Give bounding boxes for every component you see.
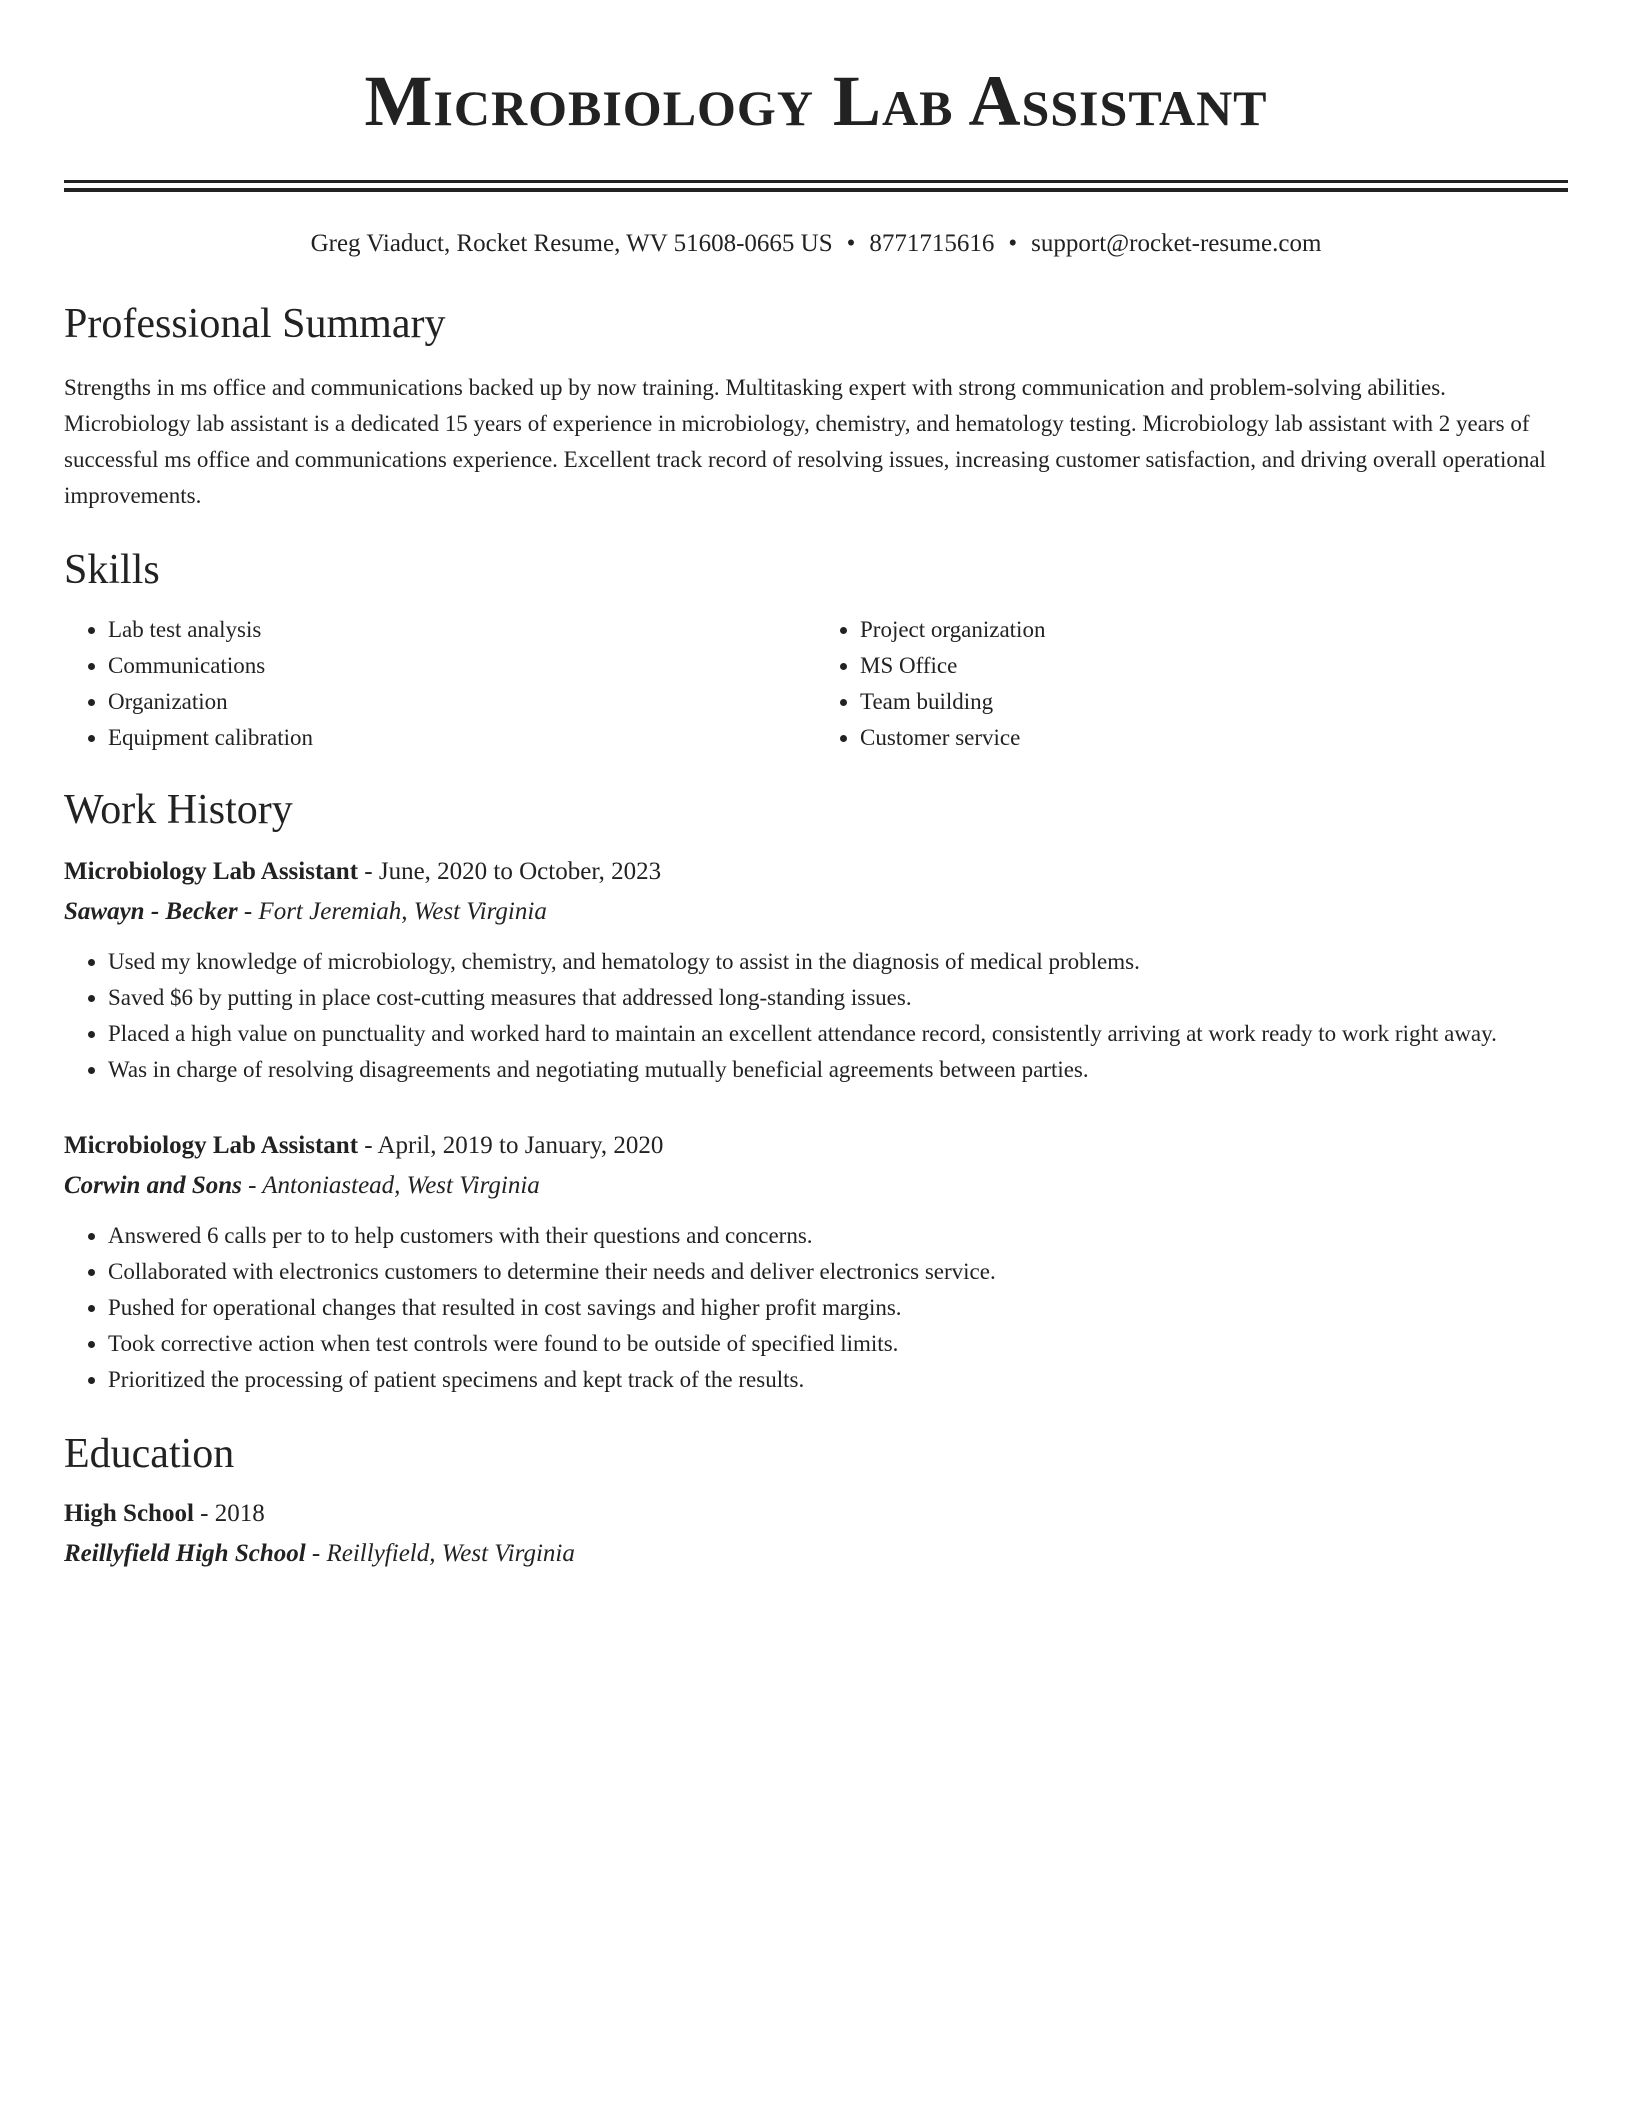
education-year: - 2018	[200, 1500, 265, 1527]
job-company-line	[64, 1166, 1568, 1206]
work-history-heading: Work History	[64, 787, 293, 833]
job-company: Sawayn - Becker	[64, 898, 238, 925]
job-title: Microbiology Lab Assistant	[64, 858, 359, 885]
contact-phone: 8771715616	[869, 230, 995, 257]
job-title-line	[64, 852, 1568, 892]
education-school-line	[64, 1534, 1568, 1574]
job-bullet: • Answered 6 calls per to to help customers with their questions and concerns.	[108, 1218, 1568, 1254]
job-bullet: • Took corrective action when test controls were found to be outside of specified limits.	[108, 1326, 1568, 1362]
job-bullets	[64, 944, 1568, 1088]
skills-list-left	[64, 612, 816, 756]
skill-item: • Lab test analysis	[108, 612, 816, 648]
skills-list-right	[816, 612, 1568, 756]
job-dates: - April, 2019 to January, 2020	[364, 1132, 664, 1159]
job-bullet: • Saved $6 by putting in place cost-cutting measures that addressed long-standing issues.	[108, 980, 1568, 1016]
summary-heading: Professional Summary	[64, 301, 446, 347]
contact-email: support@rocket-resume.com	[1031, 230, 1322, 257]
job-location: - Antoniastead, West Virginia	[248, 1172, 540, 1199]
skills-grid	[64, 612, 1568, 756]
job-title: Microbiology Lab Assistant	[64, 1132, 359, 1159]
title-divider	[64, 180, 1568, 192]
job-bullet: • Placed a high value on punctuality and worked hard to maintain an excellent attendance record, consistently arriving at work ready to work right away.	[108, 1016, 1568, 1052]
education-location: - Reillyfield, West Virginia	[311, 1540, 575, 1567]
resume-title: Microbiology Lab Assistant	[364, 61, 1268, 141]
job-company-line	[64, 892, 1568, 932]
summary-text: Strengths in ms office and communications backed up by now training. Multitasking expert with strong communication and problem-solving abilities. Microbiology lab assistant is a dedicated 15 years of experience in microbiology, chemistry, and hematology testing. Microbiology lab assistant with 2 years of successful ms office and communications experience. Excellent track record of resolving issues, increasing customer satisfaction, and driving overall operational improvements.	[64, 375, 1546, 508]
skill-item: • Organization	[108, 684, 816, 720]
job-entry	[64, 852, 1568, 1088]
job-entry	[64, 1126, 1568, 1398]
education-entry	[64, 1494, 1568, 1574]
job-company: Corwin and Sons	[64, 1172, 242, 1199]
job-bullet: • Pushed for operational changes that resulted in cost savings and higher profit margins.	[108, 1290, 1568, 1326]
job-bullets	[64, 1218, 1568, 1398]
skill-item: • MS Office	[860, 648, 1568, 684]
education-school: Reillyfield High School	[64, 1540, 306, 1567]
contact-address: Greg Viaduct, Rocket Resume, WV 51608-0665 US	[310, 230, 833, 257]
education-heading: Education	[64, 1431, 235, 1477]
contact-separator: •	[1008, 230, 1018, 257]
job-bullet: • Collaborated with electronics customers to determine their needs and deliver electronics service.	[108, 1254, 1568, 1290]
education-degree-line	[64, 1494, 1568, 1534]
job-location: - Fort Jeremiah, West Virginia	[243, 898, 547, 925]
job-dates: - June, 2020 to October, 2023	[364, 858, 662, 885]
skill-item: • Equipment calibration	[108, 720, 816, 756]
skill-item: • Customer service	[860, 720, 1568, 756]
job-bullet: • Used my knowledge of microbiology, chemistry, and hematology to assist in the diagnosis of medical problems.	[108, 944, 1568, 980]
skill-item: • Project organization	[860, 612, 1568, 648]
skills-heading: Skills	[64, 547, 160, 593]
contact-line	[64, 228, 1568, 260]
skill-item: • Team building	[860, 684, 1568, 720]
job-bullet: • Prioritized the processing of patient specimens and kept track of the results.	[108, 1362, 1568, 1398]
skill-item: • Communications	[108, 648, 816, 684]
job-bullet: • Was in charge of resolving disagreements and negotiating mutually beneficial agreements between parties.	[108, 1052, 1568, 1088]
education-degree: High School	[64, 1500, 194, 1527]
contact-separator: •	[846, 230, 856, 257]
job-title-line	[64, 1126, 1568, 1166]
